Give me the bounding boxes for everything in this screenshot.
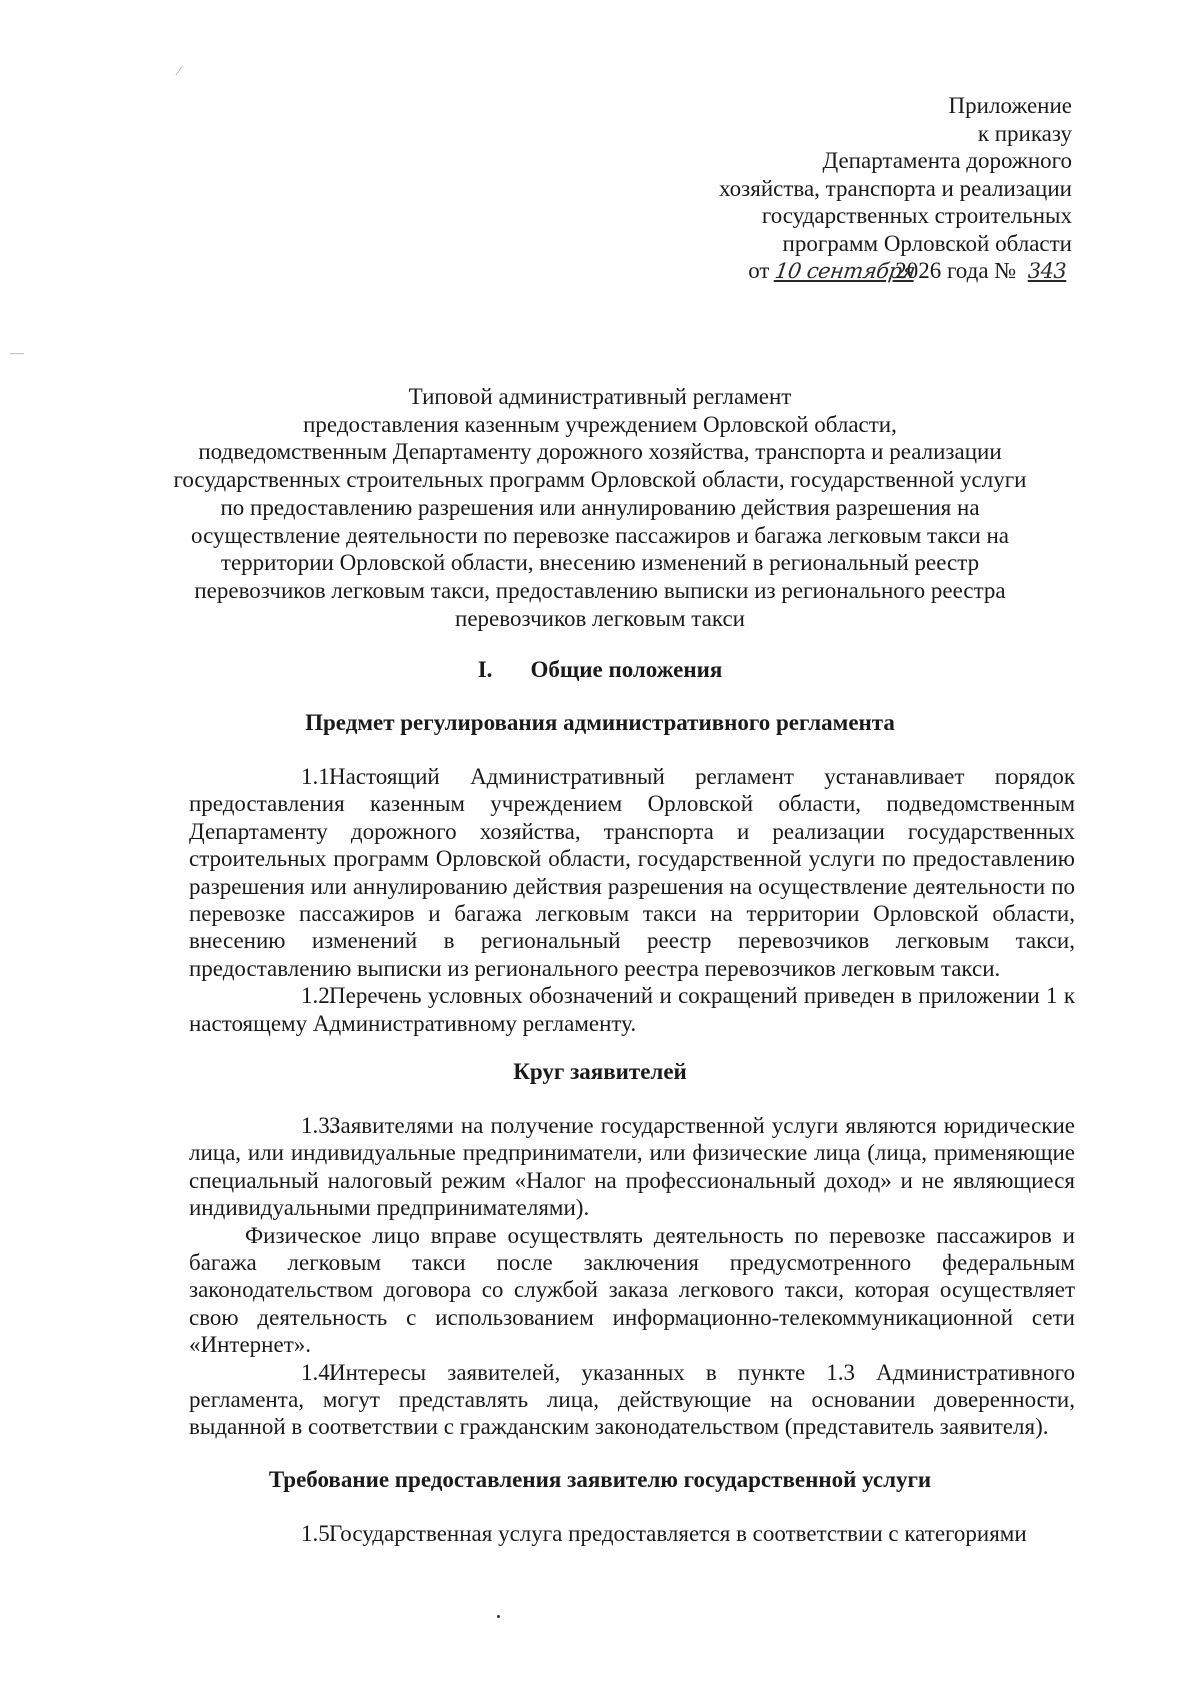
paragraph-text: Государственная услуга предоставляется в соответствии с категориями — [329, 1521, 1027, 1546]
appendix-line: к приказу — [977, 120, 1072, 146]
body-text-block — [189, 763, 1075, 1037]
scan-mark: — — [10, 346, 24, 361]
title-line: государственных строительных программ Орловской области, государственной услуги — [173, 467, 1027, 493]
appendix-header — [719, 92, 1072, 286]
appendix-line: Департамента дорожного — [822, 148, 1072, 173]
appendix-line: хозяйства, транспорта и реализации — [719, 175, 1072, 201]
paragraph — [189, 1222, 1075, 1359]
paragraph — [189, 982, 1075, 1037]
scan-dot — [497, 1615, 500, 1618]
handwritten-date: 10 сентября — [773, 259, 917, 283]
paragraph — [189, 1112, 1075, 1222]
paragraph-text: Интересы заявителей, указанных в пункте 1.3 Административного регламента, могут представлять лица, действующие на основании доверенности, выданной в соответствии с гражданским законодательством (представитель заявителя). — [189, 1359, 1075, 1440]
paragraph-text: Заявителями на получение государственной услуги являются юридические лица, или индивидуальные предприниматели, или физические лица (лица, применяющие специальный налоговый режим «Налог на профессиональный доход» и не являющиеся индивидуальными предпринимателями). — [189, 1113, 1075, 1221]
date-suffix: 2026 года № — [895, 258, 1017, 283]
title-line: Типовой административный регламент — [408, 384, 792, 409]
section-number: I. — [477, 657, 493, 682]
paragraph-number: 1.4. — [301, 1359, 336, 1385]
paragraph-text: Перечень условных обозначений и сокращений приведен в приложении 1 к настоящему Административному регламенту. — [189, 983, 1075, 1036]
title-line: подведомственным Департаменту дорожного хозяйства, транспорта и реализации — [198, 439, 1002, 465]
body-text-block — [189, 1112, 1075, 1441]
title-line: по предоставлению разрешения или аннулированию действия разрешения на — [220, 494, 980, 520]
paragraph-number: 1.5. — [301, 1521, 336, 1546]
title-line: территории Орловской области, внесению изменений в региональный реестр — [220, 550, 980, 576]
document-title — [150, 383, 1050, 632]
appendix-line: Приложение — [948, 93, 1072, 118]
date-prefix: от — [748, 258, 770, 283]
title-line: перевозчиков легковым такси — [455, 605, 745, 631]
title-line: предоставления казенным учреждением Орловской области, — [303, 411, 897, 437]
subsection-heading: Круг заявителей — [513, 1059, 687, 1084]
section-title: Общие положения — [530, 657, 723, 682]
paragraph-number: 1.2. — [301, 983, 336, 1009]
paragraph — [189, 763, 1075, 982]
body-text-block — [189, 1520, 1075, 1547]
title-line: осуществление деятельности по перевозке пассажиров и багажа легковым такси на — [191, 522, 1009, 548]
section-heading — [150, 657, 1050, 683]
order-date-line — [719, 257, 1072, 286]
scan-mark: ⁄ — [178, 64, 181, 79]
subsection-heading: Требование предоставления заявителю государственной услуги — [268, 1467, 932, 1492]
appendix-line: программ Орловской области — [782, 230, 1072, 256]
paragraph-number: 1.3. — [301, 1113, 336, 1138]
paragraph — [189, 1520, 1075, 1547]
paragraph-number: 1.1. — [301, 764, 336, 789]
appendix-line: государственных строительных — [761, 203, 1072, 228]
paragraph-text: Настоящий Административный регламент устанавливает порядок предоставления казенным учреждением Орловской области, подведомственным Департаменту дорожного хозяйства, транспорта и реализации государственных строительных программ Орловской области, государственной услуги по предоставлению разрешения или аннулированию действия разрешения на осуществление деятельности по перевозке пассажиров и багажа легковым такси на территории Орловской области, внесению изменений в региональный реестр перевозчиков легковым такси, предоставлению выписки из регионального реестра перевозчиков легковым такси. — [189, 764, 1075, 981]
subsection-heading: Предмет регулирования административного регламента — [305, 710, 895, 735]
paragraph-text: Физическое лицо вправе осуществлять деятельность по перевозке пассажиров и багажа легковым такси после заключения предусмотренного федеральным законодательством договора со службой заказа легкового такси, которая осуществляет свою деятельность с использованием информационно-телекоммуникационной сети «Интернет». — [189, 1222, 1075, 1358]
handwritten-order-number: 343 — [1027, 259, 1067, 283]
title-line: перевозчиков легковым такси, предоставлению выписки из регионального реестра — [194, 577, 1006, 603]
paragraph — [189, 1359, 1075, 1441]
